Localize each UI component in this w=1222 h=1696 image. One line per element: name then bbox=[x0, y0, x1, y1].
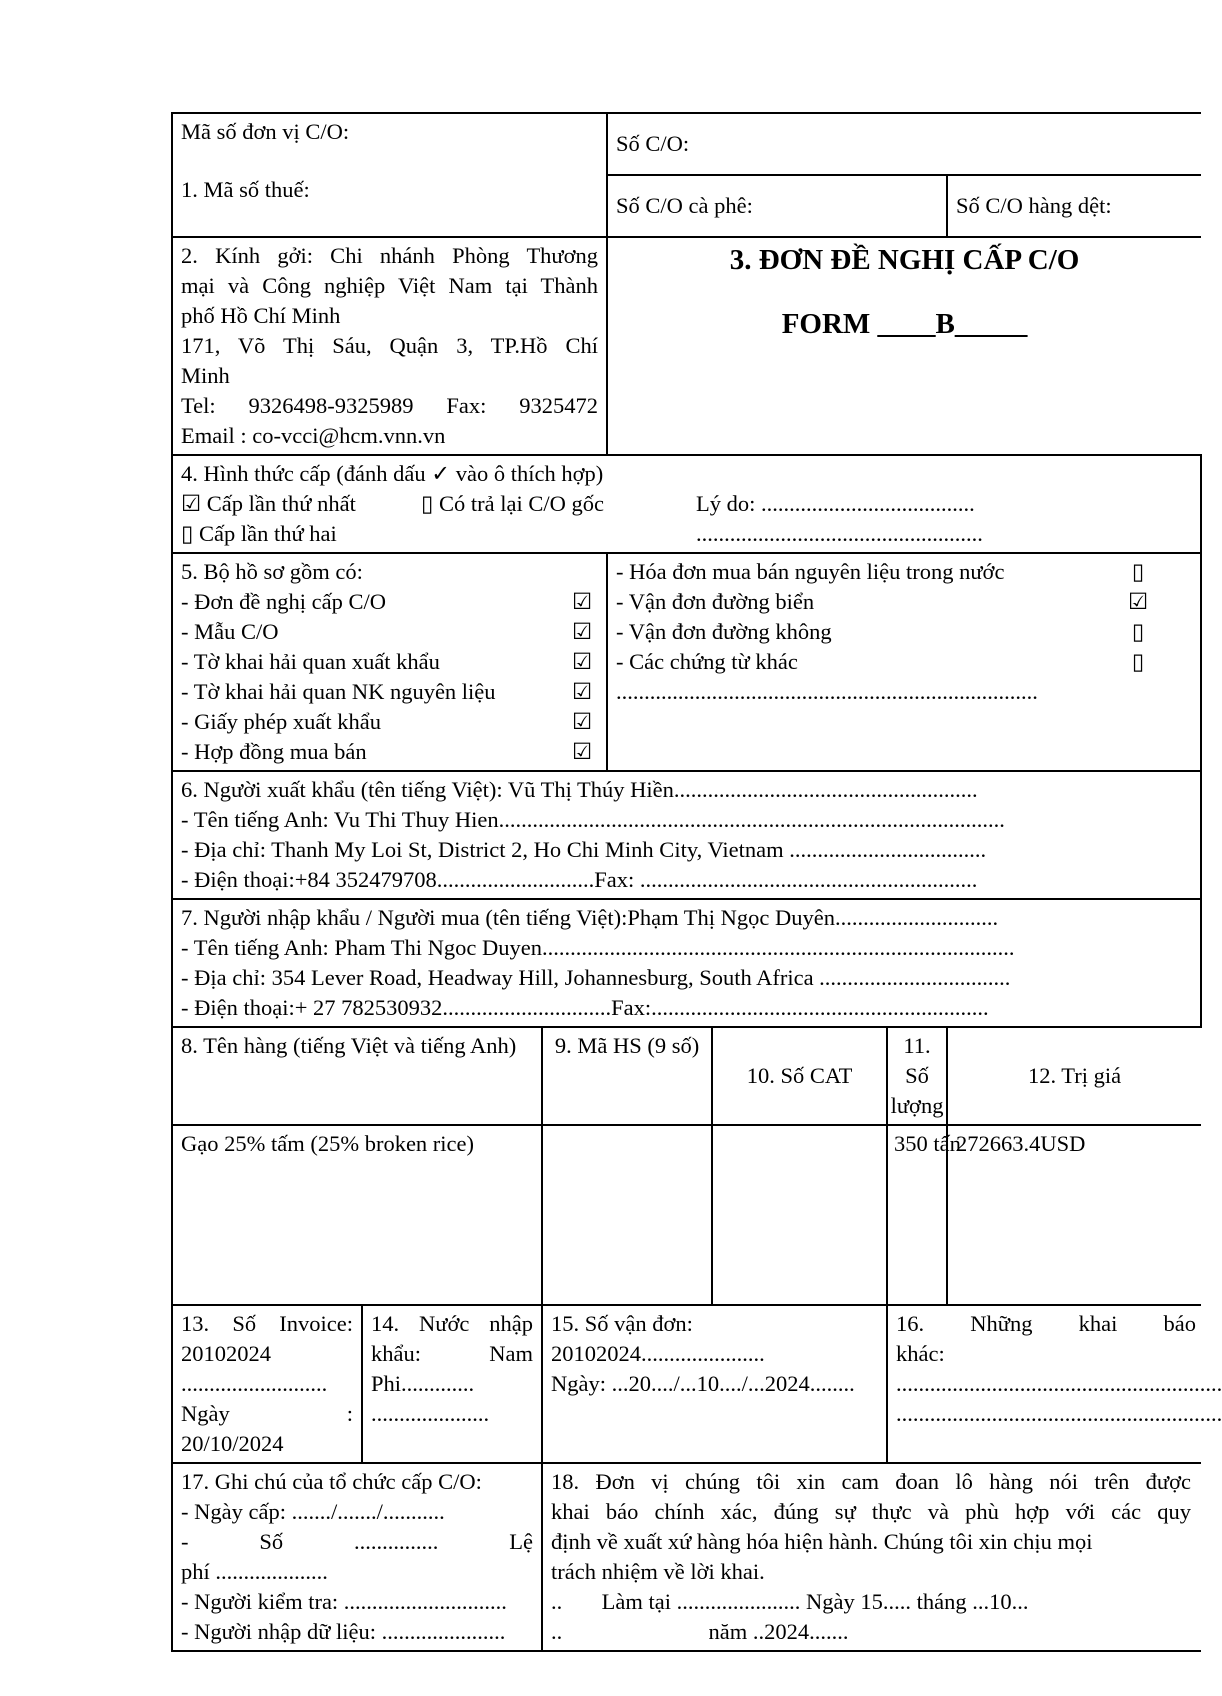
issuance-heading: 4. Hình thức cấp (đánh dấu ✓ vào ô thích hợp) bbox=[181, 461, 604, 486]
reason-field: Lý do: ...................................... bbox=[696, 491, 975, 516]
documents-left-list bbox=[181, 587, 594, 767]
co-coffee-label: Số C/O cà phê: bbox=[616, 193, 753, 218]
document-label: - Vận đơn đường biển bbox=[616, 589, 815, 614]
invoice-date: 20/10/2024 bbox=[181, 1431, 284, 1456]
co-coffee-cell bbox=[607, 175, 947, 237]
co-number-cell bbox=[607, 113, 1201, 175]
other-documents-dots: ........................................................................... bbox=[616, 679, 1038, 704]
co-number-label: Số C/O: bbox=[616, 131, 690, 156]
document-label: - Mẫu C/O bbox=[181, 619, 279, 644]
invoice-label: 13. Số Invoice: bbox=[181, 1311, 353, 1336]
goods-value: 272663.4USD bbox=[956, 1131, 1086, 1156]
document-label: - Hợp đồng mua bán bbox=[181, 739, 367, 764]
document-checkbox[interactable]: ▯ bbox=[1131, 559, 1145, 584]
cat-cell bbox=[712, 1125, 887, 1305]
co-textile-label: Số C/O hàng dệt: bbox=[956, 193, 1112, 218]
document-item bbox=[616, 587, 1150, 617]
cat-header bbox=[712, 1027, 887, 1125]
exporter-cell bbox=[172, 771, 1201, 899]
document-checkbox[interactable]: ▯ bbox=[1131, 619, 1145, 644]
document-checkbox[interactable]: ☑ bbox=[571, 589, 593, 614]
document-item bbox=[616, 617, 1150, 647]
fee-line: phí .................... bbox=[181, 1559, 328, 1584]
addressee-line-7: Email : co-vcci@hcm.vnn.vn bbox=[181, 423, 446, 448]
addressee-cell bbox=[172, 237, 607, 455]
document-label: - Giấy phép xuất khẩu bbox=[181, 709, 381, 734]
addressee-line-6: Tel: 9326498-9325989 Fax: 9325472 bbox=[181, 393, 599, 418]
form-type-line: FORM ____B_____ bbox=[781, 308, 1028, 340]
invoice-cell bbox=[172, 1305, 362, 1463]
document-label: - Các chứng từ khác bbox=[616, 649, 798, 674]
first-issue-checkbox[interactable]: ☑ Cấp lần thứ nhất bbox=[181, 491, 356, 516]
reason-continuation: ................................................... bbox=[696, 521, 983, 546]
quantity-header bbox=[887, 1027, 947, 1125]
value-cell bbox=[947, 1125, 1201, 1305]
issue-date-line: - Ngày cấp: ......./......./........... bbox=[181, 1499, 445, 1524]
import-country-label: 14. Nước nhập bbox=[371, 1311, 533, 1336]
value-header bbox=[947, 1027, 1201, 1125]
returned-original-checkbox[interactable]: ▯ Có trả lại C/O gốc bbox=[421, 491, 604, 516]
value-header-text: 12. Trị giá bbox=[1027, 1063, 1122, 1088]
document-checkbox[interactable]: ☑ bbox=[571, 709, 593, 734]
document-label: - Vận đơn đường không bbox=[616, 619, 832, 644]
quantity-cell bbox=[887, 1125, 961, 1305]
document-checkbox[interactable]: ☑ bbox=[571, 739, 593, 764]
document-item bbox=[181, 677, 594, 707]
declaration-cell bbox=[542, 1463, 1201, 1651]
document-label: - Đơn đề nghị cấp C/O bbox=[181, 589, 386, 614]
bill-of-lading-label: 15. Số vận đơn: bbox=[551, 1311, 693, 1336]
import-country-label-2: khẩu: Nam bbox=[371, 1341, 533, 1366]
declaration-line-3: định về xuất xứ hàng hóa hiện hành. Chúng tôi xin chịu mọi bbox=[551, 1529, 1093, 1554]
exporter-name-en: - Tên tiếng Anh: Vu Thi Thuy Hien.......................................................................................... bbox=[181, 807, 1005, 832]
invoice-dots: .......................... bbox=[181, 1371, 328, 1396]
invoice-number: 20102024 bbox=[181, 1341, 271, 1366]
addressee-line-4: 171, Võ Thị Sáu, Quận 3, TP.Hồ Chí bbox=[181, 333, 599, 358]
invoice-date-label: Ngày : bbox=[181, 1401, 353, 1426]
bill-of-lading-number: 20102024...................... bbox=[551, 1341, 765, 1366]
hs-code-header bbox=[542, 1027, 712, 1125]
document-item bbox=[181, 647, 594, 677]
exporter-phone: - Điện thoại:+84 352479708............................Fax: ............................................................ bbox=[181, 867, 978, 892]
quantity-header-text: 11. Số lượng bbox=[890, 1033, 944, 1118]
goods-name: Gạo 25% tấm (25% broken rice) bbox=[181, 1131, 475, 1156]
exporter-name-vi: 6. Người xuất khẩu (tên tiếng Việt): Vũ Thị Thúy Hiền...................................................... bbox=[181, 777, 978, 802]
other-declarations-label: 16. Những khai báo bbox=[896, 1311, 1197, 1336]
importer-phone: - Điện thoại:+ 27 782530932..............................Fax:............................................................ bbox=[181, 995, 989, 1020]
unit-code-label: Mã số đơn vị C/O: bbox=[181, 119, 350, 144]
goods-name-header-text: 8. Tên hàng (tiếng Việt và tiếng Anh) bbox=[181, 1033, 517, 1058]
declaration-line-4: trách nhiệm về lời khai. bbox=[551, 1559, 765, 1584]
data-entry-line: - Người nhập dữ liệu: ...................... bbox=[181, 1619, 506, 1644]
addressee-line-1: 2. Kính gởi: Chi nhánh Phòng Thương bbox=[181, 243, 599, 268]
documents-right-cell bbox=[607, 553, 1201, 771]
importer-address: - Địa chỉ: 354 Lever Road, Headway Hill, Johannesburg, South Africa .................................. bbox=[181, 965, 1011, 990]
hs-code-header-text: 9. Mã HS (9 số) bbox=[554, 1033, 700, 1058]
form-title: 3. ĐƠN ĐỀ NGHỊ CẤP C/O bbox=[729, 244, 1080, 276]
addressee-line-2: mại và Công nghiệp Việt Nam tại Thành bbox=[181, 273, 599, 298]
import-country-value: Phi............. bbox=[371, 1371, 475, 1396]
document-item bbox=[181, 737, 594, 767]
title-cell bbox=[607, 237, 1201, 455]
import-country-cell bbox=[362, 1305, 542, 1463]
goods-name-cell bbox=[172, 1125, 542, 1305]
cat-header-text: 10. Số CAT bbox=[746, 1063, 853, 1088]
import-country-dots: ..................... bbox=[371, 1401, 490, 1426]
unit-codes-cell bbox=[172, 113, 607, 237]
place-date-line: .. Làm tại ...................... Ngày 15..... tháng ...10... bbox=[551, 1589, 1029, 1614]
documents-heading: 5. Bộ hồ sơ gồm có: bbox=[181, 559, 363, 584]
declaration-line-2: khai báo chính xác, đúng sự thực và phù hợp với các quy bbox=[551, 1499, 1191, 1524]
document-item bbox=[181, 617, 594, 647]
co-textile-cell bbox=[947, 175, 1201, 237]
document-item bbox=[181, 587, 594, 617]
importer-name-en: - Tên tiếng Anh: Pham Thi Ngoc Duyen.................................................................................... bbox=[181, 935, 1015, 960]
document-label: - Hóa đơn mua bán nguyên liệu trong nước bbox=[616, 559, 1005, 584]
document-item bbox=[616, 557, 1150, 587]
other-declarations-dots-2: .......................................................... bbox=[896, 1401, 1222, 1426]
quantity: 350 tấn bbox=[894, 1131, 961, 1156]
org-notes-heading: 17. Ghi chú của tổ chức cấp C/O: bbox=[181, 1469, 482, 1494]
document-item bbox=[181, 707, 594, 737]
co-application-form bbox=[171, 112, 1222, 1652]
year-line: .. năm ..2024....... bbox=[551, 1619, 849, 1644]
issuance-type-cell bbox=[172, 455, 1201, 553]
document-checkbox[interactable]: ☑ bbox=[571, 619, 593, 644]
declaration-line-1: 18. Đơn vị chúng tôi xin cam đoan lô hàng nói trên được bbox=[551, 1469, 1191, 1494]
exporter-address: - Địa chỉ: Thanh My Loi St, District 2, Ho Chi Minh City, Vietnam ................................... bbox=[181, 837, 987, 862]
inspector-line: - Người kiểm tra: ............................. bbox=[181, 1589, 507, 1614]
importer-name-vi: 7. Người nhập khẩu / Người mua (tên tiếng Việt):Phạm Thị Ngọc Duyên............................. bbox=[181, 905, 999, 930]
document-label: - Tờ khai hải quan NK nguyên liệu bbox=[181, 679, 496, 704]
goods-name-header bbox=[172, 1027, 542, 1125]
document-item bbox=[616, 647, 1150, 677]
other-declarations-cell bbox=[887, 1305, 1222, 1463]
bill-of-lading-cell bbox=[542, 1305, 887, 1463]
bill-of-lading-date: Ngày: ...20..../...10..../...2024........ bbox=[551, 1371, 855, 1396]
document-checkbox[interactable]: ▯ bbox=[1131, 649, 1145, 674]
addressee-line-3: phố Hồ Chí Minh bbox=[181, 303, 341, 328]
document-label: - Tờ khai hải quan xuất khẩu bbox=[181, 649, 440, 674]
second-issue-checkbox[interactable]: ▯ Cấp lần thứ hai bbox=[181, 521, 337, 546]
tax-code-label: 1. Mã số thuế: bbox=[181, 177, 310, 202]
document-checkbox[interactable]: ☑ bbox=[571, 649, 593, 674]
hs-code-cell bbox=[542, 1125, 712, 1305]
importer-cell bbox=[172, 899, 1201, 1027]
documents-left-cell bbox=[172, 553, 607, 771]
other-declarations-dots-1: .......................................................... bbox=[896, 1371, 1222, 1396]
other-declarations-label-2: khác: bbox=[896, 1341, 945, 1366]
org-notes-cell bbox=[172, 1463, 542, 1651]
addressee-line-5: Minh bbox=[181, 363, 230, 388]
document-checkbox[interactable]: ☑ bbox=[1127, 589, 1149, 614]
fee-number-line: - Số ............... Lệ bbox=[181, 1529, 533, 1554]
document-checkbox[interactable]: ☑ bbox=[571, 679, 593, 704]
